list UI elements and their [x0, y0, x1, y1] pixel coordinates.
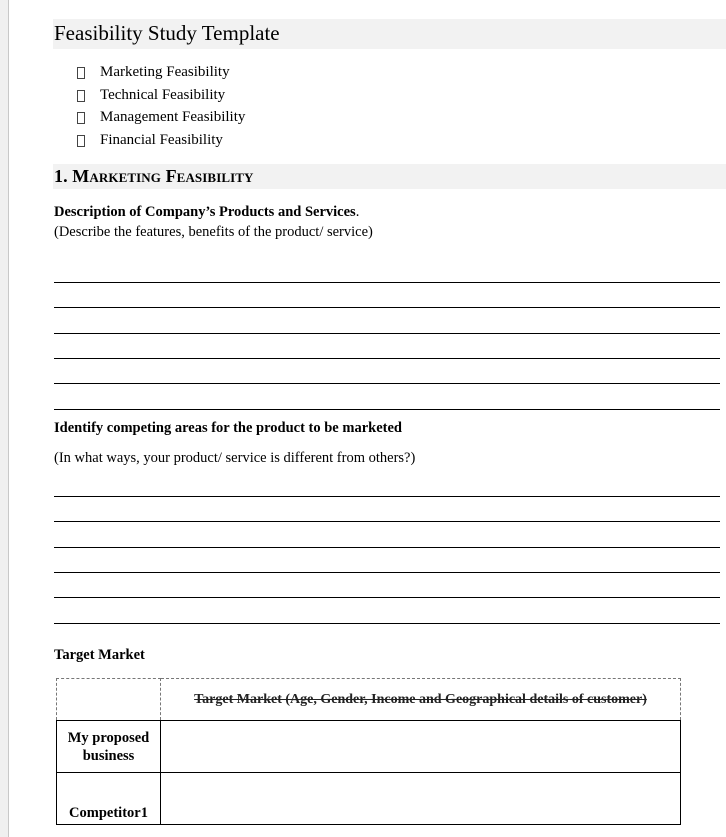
toc-item-label: Management Feasibility: [100, 109, 246, 125]
competing-answer-line-3[interactable]: [54, 547, 720, 548]
products-answer-line-4[interactable]: [54, 358, 720, 359]
competing-answer-line-2[interactable]: [54, 521, 720, 522]
products-answer-line-2[interactable]: [54, 307, 720, 308]
target-market-table: [56, 678, 681, 825]
competing-answer-line-4[interactable]: [54, 572, 720, 573]
target-market-column-header: Target Market (Age, Gender, Income and Geographical details of customer): [161, 679, 681, 721]
competing-answer-line-5[interactable]: [54, 597, 720, 598]
toc-item-marketing[interactable]: [77, 63, 245, 86]
bullet-box-icon: [77, 67, 85, 79]
document-title: Feasibility Study Template: [53, 19, 726, 49]
products-answer-line-6[interactable]: [54, 409, 720, 410]
products-hint: (Describe the features, benefits of the product/ service): [54, 224, 373, 240]
my-business-target-market-cell[interactable]: [161, 721, 681, 773]
products-answer-line-3[interactable]: [54, 333, 720, 334]
bullet-box-icon: [77, 112, 85, 124]
products-answer-line-5[interactable]: [54, 383, 720, 384]
row-label-my-business: My proposed business: [57, 721, 161, 773]
row-label-competitor1: Competitor1: [57, 773, 161, 825]
table-row: [57, 773, 681, 825]
bullet-box-icon: [77, 90, 85, 102]
competitor1-target-market-cell[interactable]: [161, 773, 681, 825]
table-of-contents: [77, 63, 245, 153]
products-label-suffix: .: [355, 204, 360, 220]
toc-item-technical[interactable]: [77, 86, 245, 109]
table-corner-cell: [57, 679, 161, 721]
target-market-label: Target Market: [54, 647, 145, 663]
competing-answer-line-6[interactable]: [54, 623, 720, 624]
document-page: [8, 0, 726, 837]
products-label-row: [54, 203, 359, 221]
toc-item-management[interactable]: [77, 108, 245, 131]
toc-item-label: Technical Feasibility: [100, 86, 226, 103]
products-label: Description of Company’s Products and Services: [54, 204, 356, 220]
competing-label: Identify competing areas for the product to be marketed: [54, 420, 402, 436]
table-row: [57, 721, 681, 773]
bullet-box-icon: [77, 135, 85, 147]
toc-item-label: Marketing Feasibility: [100, 64, 230, 80]
toc-item-financial[interactable]: [77, 131, 245, 154]
table-header-row: [57, 679, 681, 721]
toc-item-label: Financial Feasibility: [100, 131, 223, 148]
products-answer-line-1[interactable]: [54, 282, 720, 283]
competing-hint: (In what ways, your product/ service is different from others?): [54, 450, 416, 466]
section-heading-marketing: 1. Marketing Feasibility: [53, 164, 726, 189]
competing-answer-line-1[interactable]: [54, 496, 720, 497]
